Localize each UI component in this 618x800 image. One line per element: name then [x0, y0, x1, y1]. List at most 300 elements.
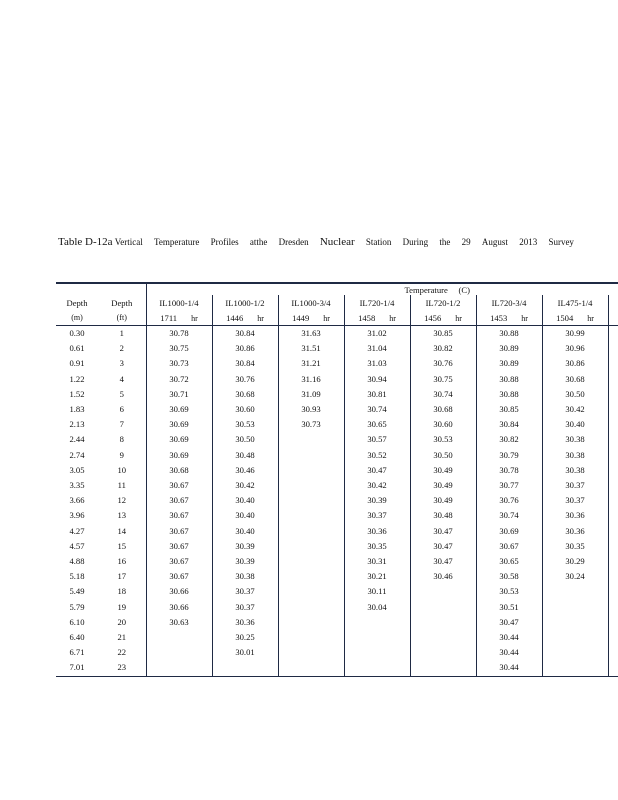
temperature-cell: 30.39 [212, 539, 278, 554]
temperature-cell: 30.37 [542, 493, 608, 508]
column-name: IL475-1/4 [542, 295, 608, 310]
caption-word: atthe [249, 237, 268, 247]
temperature-cell: 30.66 [146, 584, 212, 599]
depth-m-cell: 1.22 [69, 373, 85, 384]
temperature-cell: 30.37 [542, 478, 608, 493]
caption-word: Profiles [210, 237, 239, 247]
caption-word: Vertical [114, 237, 143, 247]
temperature-cell [278, 554, 344, 569]
temperature-cell: 30.11 [344, 584, 410, 599]
temperature-cell: 30.67 [476, 539, 542, 554]
temperature-cell [146, 645, 212, 660]
temperature-cell [278, 432, 344, 447]
column-name: IL1000-1/2 [212, 295, 278, 310]
depth-m-cell: 3.96 [69, 510, 85, 521]
table-edge-cell [608, 432, 618, 447]
temperature-cell: 30.44 [476, 645, 542, 660]
temperature-cell: 30.49 [410, 493, 476, 508]
temperature-cell: 30.48 [212, 448, 278, 463]
temperature-cell: 31.04 [344, 341, 410, 356]
depth-m-header: Depth [66, 297, 88, 308]
depth-m-cell: 6.10 [69, 616, 85, 627]
temperature-cell: 30.67 [146, 493, 212, 508]
temperature-cell: 30.36 [542, 524, 608, 539]
time-value: 1449 [292, 312, 310, 323]
temperature-cell [278, 524, 344, 539]
temperature-cell: 31.21 [278, 356, 344, 371]
depth-ft-cell: 23 [98, 660, 146, 676]
temperature-cell: 30.53 [212, 417, 278, 432]
time-value: 1458 [358, 312, 376, 323]
temperature-cell: 30.35 [344, 539, 410, 554]
temperature-cell [278, 463, 344, 478]
table-edge-cell [608, 402, 618, 417]
column-name: IL720-3/4 [476, 295, 542, 310]
temperature-cell: 30.40 [542, 417, 608, 432]
time-unit: hr [587, 313, 594, 323]
depth-ft-cell: 21 [117, 632, 127, 643]
depth-m-cell: 6.40 [69, 632, 85, 643]
temperature-cell [542, 615, 608, 630]
caption-word: 2013 [519, 237, 538, 247]
table-row [56, 356, 618, 371]
table-edge-cell [608, 326, 618, 342]
caption-word: Dresden [278, 237, 309, 247]
table-edge-cell [608, 508, 618, 523]
temperature-cell: 30.58 [476, 569, 542, 584]
depth-ft-cell: 6 [119, 404, 124, 415]
column-time [146, 310, 212, 326]
temperature-cell: 30.44 [476, 660, 542, 676]
temperature-cell: 30.69 [146, 417, 212, 432]
temperature-cell: 30.73 [278, 417, 344, 432]
time-value: 1446 [226, 312, 244, 323]
temperature-cell: 30.60 [212, 402, 278, 417]
temperature-profile-table [56, 282, 618, 677]
depth-ft-cell: 20 [117, 616, 127, 627]
temperature-cell: 30.50 [542, 387, 608, 402]
depth-ft-cell: 12 [117, 495, 127, 506]
temperature-cell: 30.38 [542, 463, 608, 478]
temperature-cell [344, 615, 410, 630]
temperature-cell: 30.52 [344, 448, 410, 463]
temperature-cell [146, 660, 212, 676]
column-name: IL720-1/2 [410, 295, 476, 310]
temperature-cell: 30.76 [212, 372, 278, 387]
table-row [56, 402, 618, 417]
temperature-cell: 30.40 [212, 524, 278, 539]
caption-word: Nuclear [319, 236, 355, 248]
temperature-cell: 30.89 [476, 356, 542, 371]
depth-ft-cell: 19 [117, 601, 127, 612]
caption-table-id: Table D-12a [58, 236, 113, 248]
depth-m-cell: 3.35 [69, 480, 85, 491]
depth-m-cell: 1.83 [69, 404, 85, 415]
table-edge-cell [608, 630, 618, 645]
depth-ft-cell: 2 [119, 343, 124, 354]
temperature-cell: 30.75 [410, 372, 476, 387]
temperature-cell [278, 478, 344, 493]
temperature-cell [278, 645, 344, 660]
column-time [344, 310, 410, 326]
depth-ft-cell: 4 [119, 373, 124, 384]
depth-m-unit: (m) [56, 310, 98, 326]
depth-m-cell: 0.61 [69, 343, 85, 354]
temperature-cell: 30.53 [410, 432, 476, 447]
temperature-cell: 30.49 [410, 463, 476, 478]
table-row [56, 660, 618, 676]
table-row [56, 584, 618, 599]
table-edge-cell [608, 615, 618, 630]
temperature-cell: 30.36 [212, 615, 278, 630]
table-edge-cell [608, 356, 618, 371]
caption-word: 29 [461, 237, 471, 247]
temperature-cell [410, 615, 476, 630]
table-row [56, 569, 618, 584]
time-value: 1456 [424, 312, 442, 323]
depth-ft-cell: 7 [119, 419, 124, 430]
temperature-cell: 30.40 [212, 508, 278, 523]
table-row [56, 554, 618, 569]
depth-m-cell: 1.52 [69, 388, 85, 399]
depth-ft-header: Depth [111, 297, 133, 308]
temperature-cell: 30.38 [542, 432, 608, 447]
temperature-cell [278, 600, 344, 615]
header-row-times [56, 310, 618, 326]
temperature-cell: 30.74 [476, 508, 542, 523]
temperature-cell: 30.50 [212, 432, 278, 447]
temperature-cell: 30.53 [476, 584, 542, 599]
table-edge-cell [608, 463, 618, 478]
depth-m-cell: 7.01 [56, 660, 98, 676]
table-row [56, 432, 618, 447]
temperature-cell: 30.66 [146, 600, 212, 615]
temperature-cell: 30.96 [542, 341, 608, 356]
table-row [56, 600, 618, 615]
depth-m-cell: 3.66 [69, 495, 85, 506]
depth-ft-cell: 14 [117, 525, 127, 536]
temperature-cell: 30.77 [476, 478, 542, 493]
temperature-cell [542, 600, 608, 615]
temperature-cell: 30.73 [146, 356, 212, 371]
temperature-cell: 30.67 [146, 569, 212, 584]
temperature-cell: 30.85 [476, 402, 542, 417]
table-caption [58, 236, 618, 248]
temperature-cell: 30.84 [212, 356, 278, 371]
table-row [56, 341, 618, 356]
temperature-cell: 30.48 [410, 508, 476, 523]
table-row [56, 493, 618, 508]
temperature-cell: 30.39 [212, 554, 278, 569]
temperature-cell [278, 569, 344, 584]
temperature-cell: 30.39 [344, 493, 410, 508]
temperature-cell: 30.51 [476, 600, 542, 615]
depth-m-cell: 4.57 [69, 540, 85, 551]
temperature-cell [278, 493, 344, 508]
temperature-cell: 30.82 [476, 432, 542, 447]
temperature-cell: 30.85 [410, 326, 476, 342]
depth-ft-cell: 13 [117, 510, 127, 521]
temperature-cell: 31.51 [278, 341, 344, 356]
table-row [56, 463, 618, 478]
depth-m-cell: 3.05 [69, 464, 85, 475]
temperature-cell: 30.46 [410, 569, 476, 584]
group-header: Temperature (C) [146, 283, 608, 295]
temperature-cell: 30.68 [542, 372, 608, 387]
column-name: IL1000-1/4 [146, 295, 212, 310]
table-row [56, 448, 618, 463]
table-edge-cell [608, 524, 618, 539]
depth-m-cell: 6.71 [69, 647, 85, 658]
temperature-cell [278, 584, 344, 599]
temperature-cell: 30.49 [410, 478, 476, 493]
temperature-cell: 30.81 [344, 387, 410, 402]
temperature-cell [278, 448, 344, 463]
temperature-cell: 30.74 [344, 402, 410, 417]
column-name: IL1000-3/4 [278, 295, 344, 310]
temperature-cell: 30.44 [476, 630, 542, 645]
temperature-cell: 30.42 [344, 478, 410, 493]
table-row [56, 615, 618, 630]
temperature-cell [212, 660, 278, 676]
temperature-cell [410, 630, 476, 645]
header-row-names [56, 295, 618, 310]
depth-m-cell: 5.79 [69, 601, 85, 612]
temperature-cell: 30.88 [476, 387, 542, 402]
temperature-cell: 30.47 [476, 615, 542, 630]
temperature-cell: 30.47 [410, 524, 476, 539]
caption-word: Temperature [154, 237, 200, 247]
temperature-cell [410, 645, 476, 660]
temperature-cell: 30.37 [344, 508, 410, 523]
temperature-cell: 30.31 [344, 554, 410, 569]
temperature-cell: 30.89 [476, 341, 542, 356]
temperature-cell: 30.67 [146, 539, 212, 554]
depth-ft-cell: 18 [117, 586, 127, 597]
temperature-cell [410, 660, 476, 676]
time-unit: hr [521, 313, 528, 323]
temperature-cell [542, 584, 608, 599]
table-edge-cell [608, 584, 618, 599]
temperature-cell: 30.69 [146, 432, 212, 447]
time-unit: hr [191, 313, 198, 323]
temperature-cell: 30.69 [146, 448, 212, 463]
caption-word: Survey [548, 237, 574, 247]
temperature-cell: 30.46 [212, 463, 278, 478]
temperature-cell [278, 508, 344, 523]
temperature-cell: 30.29 [542, 554, 608, 569]
table-row [56, 478, 618, 493]
depth-m-cell: 2.44 [69, 434, 85, 445]
temperature-cell [344, 660, 410, 676]
temperature-cell: 30.04 [344, 600, 410, 615]
temperature-cell: 30.68 [410, 402, 476, 417]
time-value: 1711 [160, 312, 178, 323]
temperature-cell: 30.50 [410, 448, 476, 463]
temperature-cell: 30.37 [212, 600, 278, 615]
time-value: 1504 [556, 312, 574, 323]
temperature-cell: 30.24 [542, 569, 608, 584]
temperature-cell: 30.76 [410, 356, 476, 371]
table-row [56, 539, 618, 554]
temperature-cell: 30.37 [212, 584, 278, 599]
depth-ft-cell: 3 [119, 358, 124, 369]
temperature-cell: 30.84 [212, 326, 278, 342]
temperature-cell: 30.78 [146, 326, 212, 342]
temperature-cell: 30.75 [146, 341, 212, 356]
time-unit: hr [455, 313, 462, 323]
temperature-cell: 30.36 [542, 508, 608, 523]
temperature-cell: 30.40 [212, 493, 278, 508]
column-name: IL720-1/4 [344, 295, 410, 310]
depth-ft-cell: 22 [117, 647, 127, 658]
column-time [476, 310, 542, 326]
depth-m-cell: 5.18 [69, 571, 85, 582]
temperature-cell: 30.65 [476, 554, 542, 569]
temperature-cell: 31.63 [278, 326, 344, 342]
temperature-cell: 30.36 [344, 524, 410, 539]
temperature-cell: 30.71 [146, 387, 212, 402]
table-edge-cell [608, 448, 618, 463]
table-row [56, 372, 618, 387]
temperature-cell: 30.94 [344, 372, 410, 387]
temperature-cell: 30.47 [410, 539, 476, 554]
table-row [56, 387, 618, 402]
temperature-cell: 30.88 [476, 326, 542, 342]
temperature-cell: 30.86 [212, 341, 278, 356]
depth-m-cell: 2.74 [69, 449, 85, 460]
temperature-cell: 30.38 [542, 448, 608, 463]
temperature-cell: 30.99 [542, 326, 608, 342]
table-row [56, 524, 618, 539]
depth-ft-cell: 10 [117, 464, 127, 475]
temperature-cell: 30.68 [212, 387, 278, 402]
temperature-cell: 30.76 [476, 493, 542, 508]
temperature-cell [542, 645, 608, 660]
temperature-cell: 30.65 [344, 417, 410, 432]
temperature-cell: 30.67 [146, 554, 212, 569]
temperature-cell: 30.47 [410, 554, 476, 569]
temperature-cell [344, 630, 410, 645]
table-edge-cell [608, 341, 618, 356]
temperature-cell: 30.57 [344, 432, 410, 447]
table-row [56, 630, 618, 645]
temperature-cell: 30.88 [476, 372, 542, 387]
group-header-row [56, 283, 618, 295]
table-edge-cell [608, 387, 618, 402]
time-unit: hr [257, 313, 264, 323]
depth-m-cell: 0.91 [69, 358, 85, 369]
temperature-cell [410, 584, 476, 599]
table-edge-cell [608, 569, 618, 584]
caption-word: the [439, 237, 451, 247]
table-edge-cell [608, 478, 618, 493]
table-edge-cell [608, 372, 618, 387]
temperature-cell [542, 630, 608, 645]
depth-ft-cell: 1 [119, 328, 124, 338]
temperature-cell: 30.01 [212, 645, 278, 660]
temperature-cell: 30.69 [476, 524, 542, 539]
table-row [56, 645, 618, 660]
temperature-cell: 30.67 [146, 508, 212, 523]
depth-ft-cell: 17 [117, 571, 127, 582]
caption-word: During [402, 237, 429, 247]
temperature-cell [410, 600, 476, 615]
temperature-cell: 30.74 [410, 387, 476, 402]
temperature-cell: 31.03 [344, 356, 410, 371]
column-time [542, 310, 608, 326]
time-value: 1453 [490, 312, 508, 323]
temperature-cell [278, 660, 344, 676]
table-body [56, 326, 618, 677]
temperature-cell [344, 645, 410, 660]
table-edge-cell [608, 645, 618, 660]
depth-m-cell: 5.49 [69, 586, 85, 597]
caption-word: August [481, 237, 508, 247]
temperature-cell: 30.63 [146, 615, 212, 630]
table-edge-cell [608, 660, 618, 676]
table-edge-cell [608, 493, 618, 508]
temperature-cell: 30.35 [542, 539, 608, 554]
temperature-cell: 30.78 [476, 463, 542, 478]
depth-ft-cell: 5 [119, 388, 124, 399]
table-edge-cell [608, 417, 618, 432]
temperature-cell: 30.68 [146, 463, 212, 478]
table-row [56, 417, 618, 432]
column-time [212, 310, 278, 326]
depth-ft-cell: 16 [117, 556, 127, 567]
depth-ft-cell: 11 [117, 480, 126, 491]
temperature-cell: 30.79 [476, 448, 542, 463]
temperature-cell: 30.67 [146, 478, 212, 493]
time-unit: hr [323, 313, 330, 323]
temperature-cell: 30.72 [146, 372, 212, 387]
temperature-cell: 30.21 [344, 569, 410, 584]
depth-m-cell: 4.27 [69, 525, 85, 536]
table-row [56, 326, 618, 342]
temperature-cell [542, 660, 608, 676]
temperature-cell [278, 539, 344, 554]
temperature-cell: 30.67 [146, 524, 212, 539]
table-edge-cell [608, 539, 618, 554]
temperature-cell: 30.86 [542, 356, 608, 371]
depth-ft-unit: (ft) [98, 310, 146, 326]
depth-ft-cell: 9 [119, 449, 124, 460]
temperature-cell: 30.69 [146, 402, 212, 417]
temperature-cell: 30.42 [542, 402, 608, 417]
depth-m-cell: 0.30 [69, 328, 85, 338]
temperature-cell: 30.60 [410, 417, 476, 432]
temperature-cell: 31.09 [278, 387, 344, 402]
temperature-cell [278, 615, 344, 630]
caption-word: Station [365, 237, 392, 247]
depth-m-cell: 4.88 [69, 556, 85, 567]
temperature-cell: 30.84 [476, 417, 542, 432]
table-row [56, 508, 618, 523]
table-edge-cell [608, 600, 618, 615]
temperature-cell: 31.16 [278, 372, 344, 387]
table-edge-cell [608, 554, 618, 569]
temperature-cell: 30.93 [278, 402, 344, 417]
temperature-cell [146, 630, 212, 645]
depth-m-cell: 2.13 [69, 419, 85, 430]
depth-ft-cell: 8 [119, 434, 124, 445]
column-time [410, 310, 476, 326]
column-time [278, 310, 344, 326]
temperature-cell: 31.02 [344, 326, 410, 342]
temperature-cell: 30.47 [344, 463, 410, 478]
depth-ft-cell: 15 [117, 540, 127, 551]
